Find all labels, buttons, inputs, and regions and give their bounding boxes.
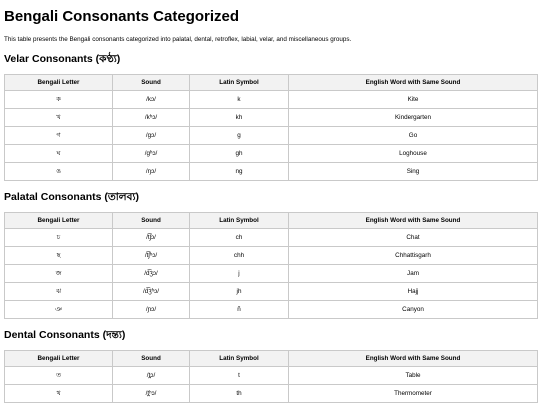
column-header: Latin Symbol (190, 351, 289, 367)
english-word-cell: Chat (289, 229, 538, 247)
table-row (5, 247, 538, 265)
latin-symbol-cell: j (190, 265, 289, 283)
sections-container (4, 53, 536, 403)
consonant-section (4, 329, 536, 403)
bengali-letter-cell: জ (5, 265, 113, 283)
sound-cell: /t͡ʃɔ/ (113, 229, 190, 247)
latin-symbol-cell: ng (190, 163, 289, 181)
sound-cell: /t͡ʃʰɔ/ (113, 247, 190, 265)
latin-symbol-cell: kh (190, 109, 289, 127)
table-row (5, 91, 538, 109)
sound-cell: /kʰɔ/ (113, 109, 190, 127)
table-row (5, 127, 538, 145)
sound-cell: /kɔ/ (113, 91, 190, 109)
english-word-cell: Kindergarten (289, 109, 538, 127)
sound-cell: /t̪ʰɔ/ (113, 385, 190, 403)
bengali-letter-cell: ঙ (5, 163, 113, 181)
table-row (5, 163, 538, 181)
bengali-letter-cell: ঞ (5, 301, 113, 319)
bengali-letter-cell: ঘ (5, 145, 113, 163)
bengali-letter-cell: গ (5, 127, 113, 145)
column-header: Bengali Letter (5, 75, 113, 91)
latin-symbol-cell: g (190, 127, 289, 145)
latin-symbol-cell: jh (190, 283, 289, 301)
latin-symbol-cell: t (190, 367, 289, 385)
table-row (5, 385, 538, 403)
english-word-cell: Hajj (289, 283, 538, 301)
table-header-row (5, 213, 538, 229)
sound-cell: /gɔ/ (113, 127, 190, 145)
latin-symbol-cell: k (190, 91, 289, 109)
bengali-letter-cell: ত (5, 367, 113, 385)
column-header: Bengali Letter (5, 351, 113, 367)
table-row (5, 265, 538, 283)
consonant-table (4, 74, 538, 181)
sound-cell: /t̪ɔ/ (113, 367, 190, 385)
section-heading: Dental Consonants (দন্ত্য) (4, 329, 126, 341)
table-row (5, 109, 538, 127)
english-word-cell: Thermometer (289, 385, 538, 403)
table-row (5, 301, 538, 319)
latin-symbol-cell: ñ (190, 301, 289, 319)
bengali-letter-cell: ছ (5, 247, 113, 265)
bengali-letter-cell: থ (5, 385, 113, 403)
english-word-cell: Table (289, 367, 538, 385)
table-row (5, 367, 538, 385)
bengali-letter-cell: ঝ (5, 283, 113, 301)
consonant-table (4, 350, 538, 403)
english-word-cell: Canyon (289, 301, 538, 319)
sound-cell: /ŋɔ/ (113, 163, 190, 181)
sound-cell: /d͡ʒʱɔ/ (113, 283, 190, 301)
section-heading: Palatal Consonants (তালব্য) (4, 191, 139, 203)
bengali-letter-cell: চ (5, 229, 113, 247)
sound-cell: /gʱɔ/ (113, 145, 190, 163)
english-word-cell: Kite (289, 91, 538, 109)
bengali-letter-cell: খ (5, 109, 113, 127)
column-header: Sound (113, 213, 190, 229)
column-header: Bengali Letter (5, 213, 113, 229)
english-word-cell: Jam (289, 265, 538, 283)
sound-cell: /d͡ʒɔ/ (113, 265, 190, 283)
table-row (5, 145, 538, 163)
sound-cell: /ɲɔ/ (113, 301, 190, 319)
english-word-cell: Chhattisgarh (289, 247, 538, 265)
section-heading: Velar Consonants (কণ্ঠ্য) (4, 53, 121, 65)
english-word-cell: Go (289, 127, 538, 145)
table-header-row (5, 351, 538, 367)
latin-symbol-cell: ch (190, 229, 289, 247)
column-header: Sound (113, 351, 190, 367)
intro-text: This table presents the Bengali consonants categorized into palatal, dental, retroflex, labial, velar, and miscellaneous groups. (4, 36, 352, 43)
column-header: Latin Symbol (190, 213, 289, 229)
column-header: Latin Symbol (190, 75, 289, 91)
latin-symbol-cell: chh (190, 247, 289, 265)
latin-symbol-cell: gh (190, 145, 289, 163)
english-word-cell: Sing (289, 163, 538, 181)
page-title: Bengali Consonants Categorized (4, 8, 240, 25)
consonant-section (4, 53, 536, 181)
column-header: English Word with Same Sound (289, 75, 538, 91)
english-word-cell: Loghouse (289, 145, 538, 163)
column-header: English Word with Same Sound (289, 351, 538, 367)
table-row (5, 283, 538, 301)
column-header: Sound (113, 75, 190, 91)
consonant-section (4, 191, 536, 319)
table-header-row (5, 75, 538, 91)
latin-symbol-cell: th (190, 385, 289, 403)
consonant-table (4, 212, 538, 319)
column-header: English Word with Same Sound (289, 213, 538, 229)
bengali-letter-cell: ক (5, 91, 113, 109)
table-row (5, 229, 538, 247)
